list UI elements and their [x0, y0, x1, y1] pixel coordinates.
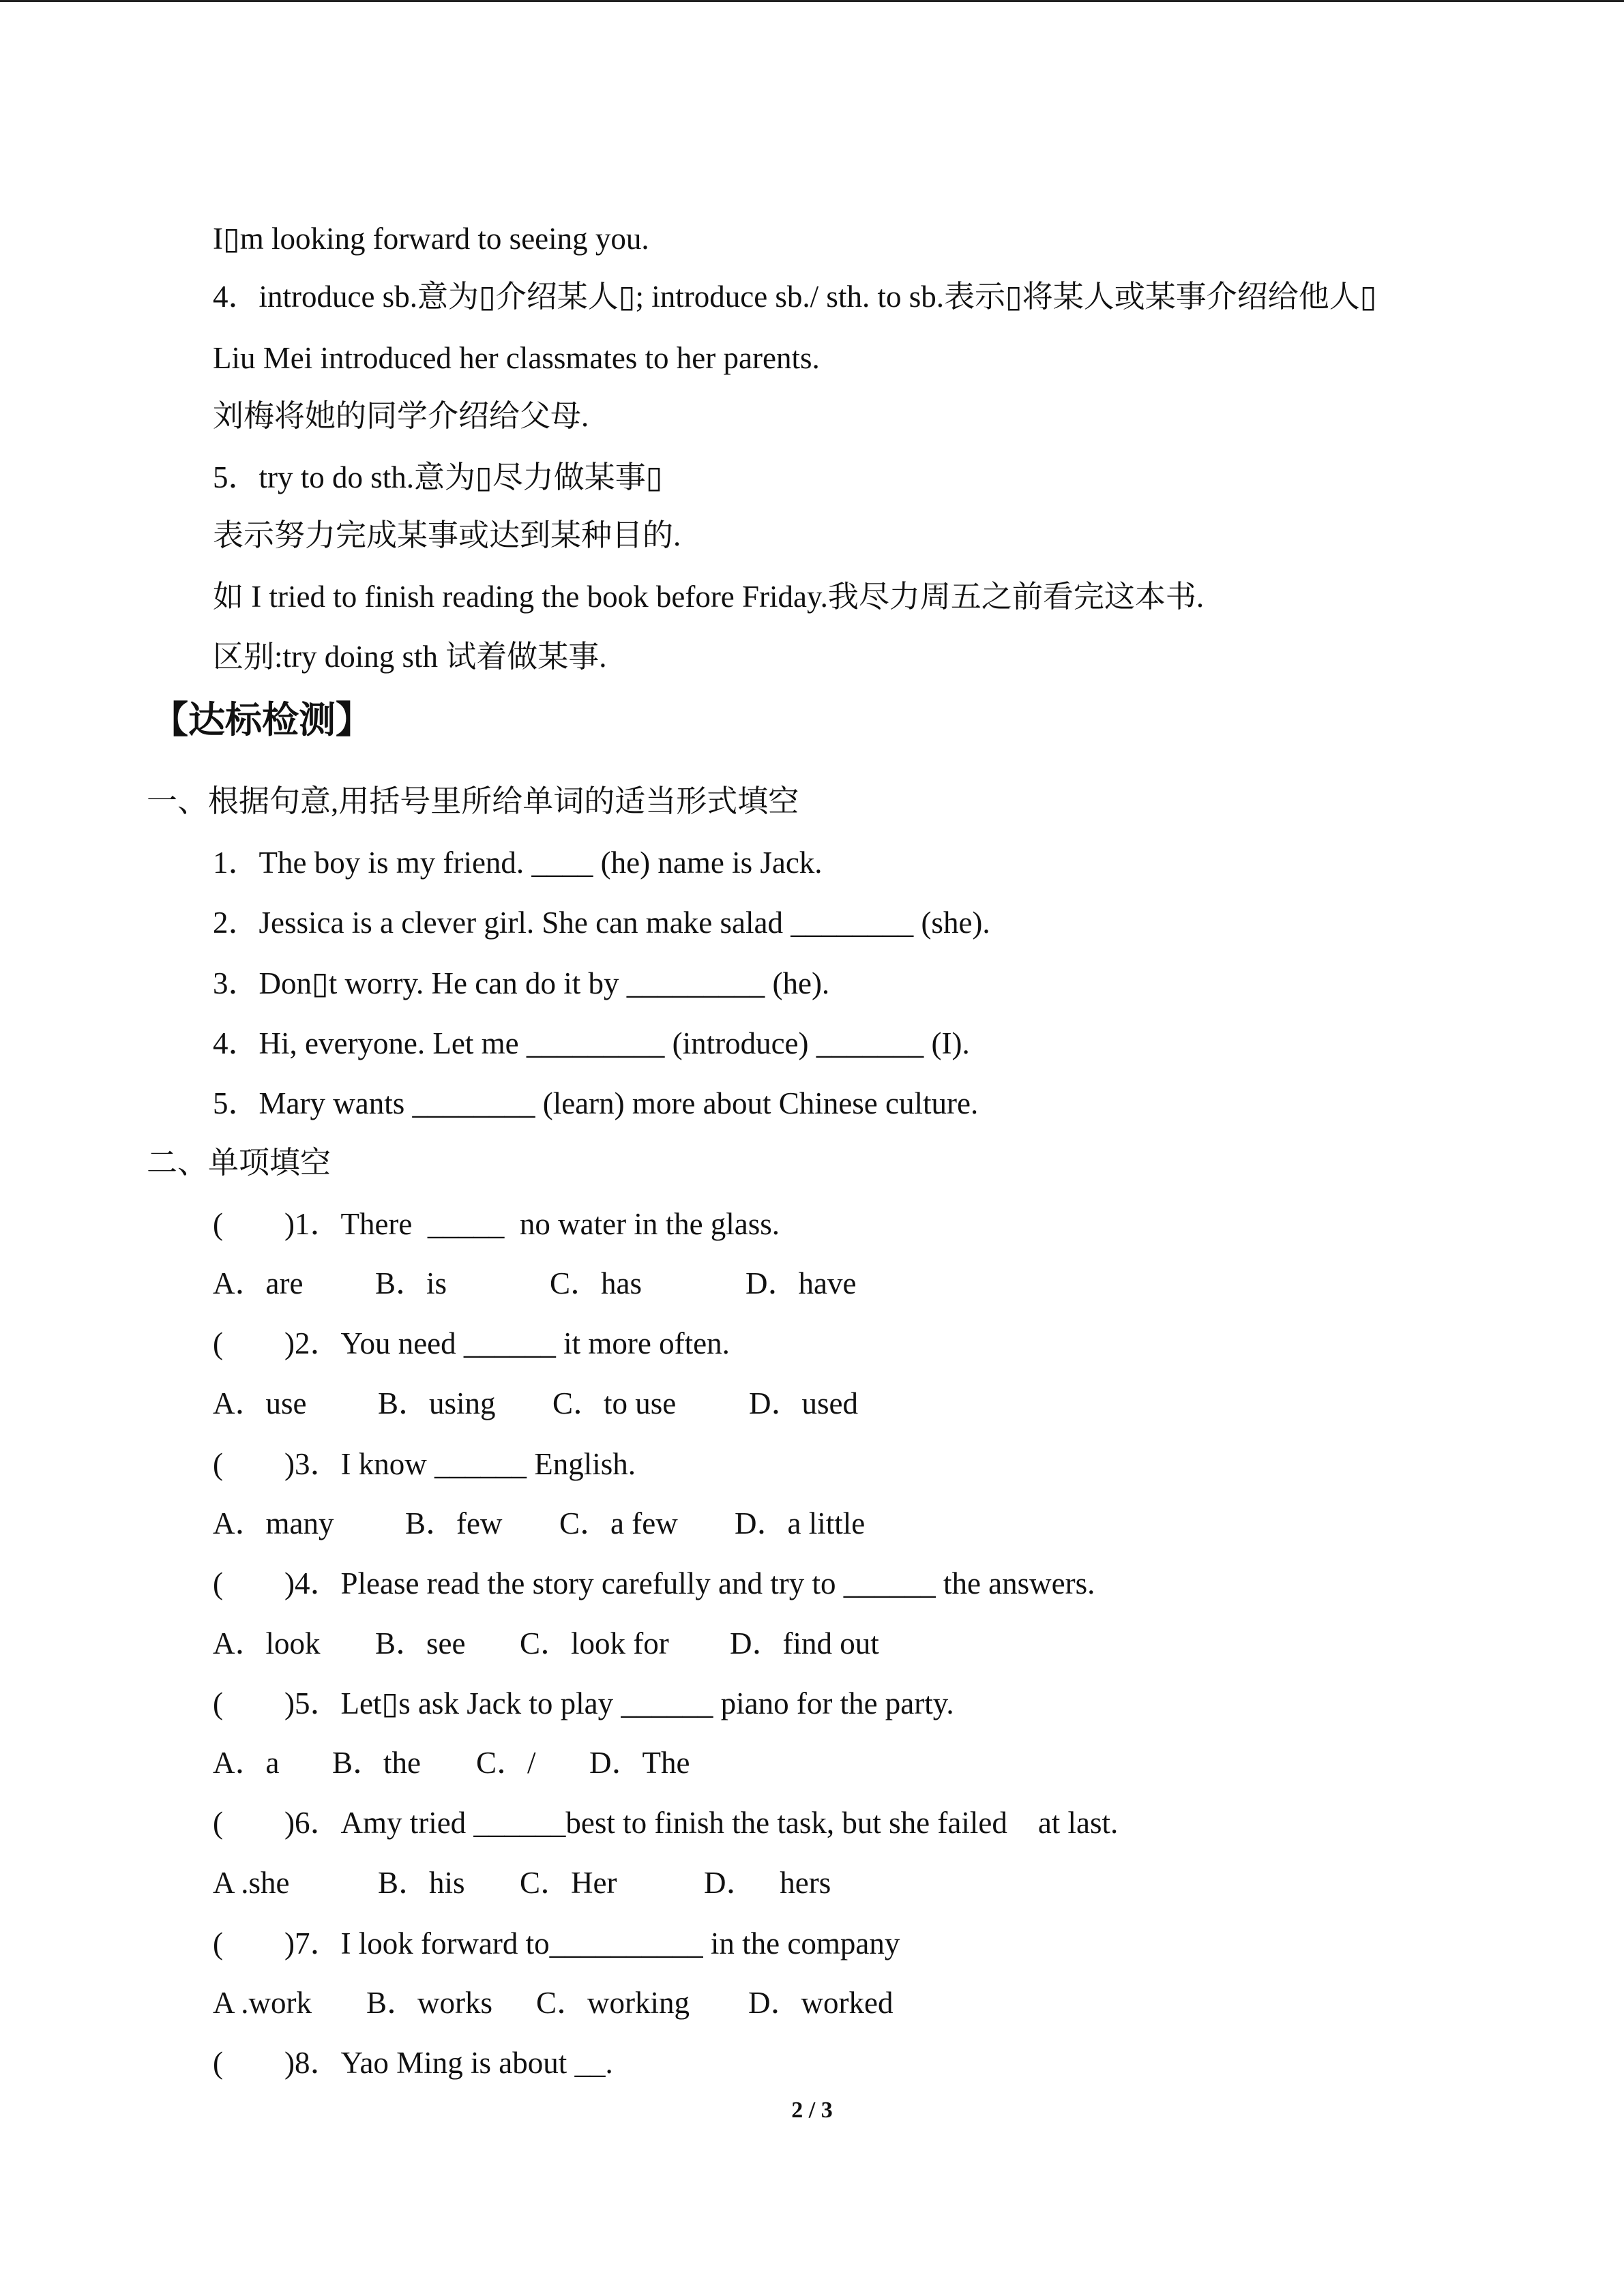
- option-b: B．is: [375, 1266, 447, 1300]
- fill-question: 1．The boy is my friend. ____ (he) name is Jack.: [213, 846, 823, 880]
- note-line: 如 I tried to finish reading the book before Friday.我尽力周五之前看完这本书.: [213, 580, 1205, 614]
- choice-question-stem: ( )7．I look forward to__________ in the company: [213, 1926, 900, 1960]
- choice-question-stem: ( )1．There _____ no water in the glass.: [213, 1207, 780, 1241]
- option-d: D． hers: [704, 1866, 831, 1900]
- option-c: C．Her: [520, 1866, 617, 1900]
- option-a: A．are: [213, 1266, 304, 1300]
- option-c: C．look for: [520, 1626, 669, 1660]
- option-d: D．worked: [748, 1986, 894, 2020]
- choice-question-stem: ( )5．Let▯s ask Jack to play ______ piano for the party.: [213, 1686, 954, 1720]
- option-a: A．use: [213, 1386, 307, 1420]
- choice-question-stem: ( )4．Please read the story carefully and try to ______ the answers.: [213, 1566, 1095, 1600]
- page-number: 2 / 3: [791, 2098, 833, 2123]
- note-line: 刘梅将她的同学介绍给父母.: [213, 399, 589, 433]
- note-line: Liu Mei introduced her classmates to her parents.: [213, 341, 820, 375]
- choice-question-stem: ( )8．Yao Ming is about __.: [213, 2046, 613, 2080]
- option-d: D．The: [589, 1746, 690, 1780]
- choice-question-stem: ( )3．I know ______ English.: [213, 1447, 636, 1481]
- option-d: D．find out: [730, 1626, 879, 1660]
- part1-title: 一、根据句意,用括号里所给单词的适当形式填空: [147, 784, 799, 818]
- part2-title: 二、单项填空: [147, 1146, 331, 1180]
- option-b: B．see: [375, 1626, 466, 1660]
- option-d: D．used: [749, 1386, 858, 1420]
- option-b: B．his: [378, 1866, 465, 1900]
- option-c: C．has: [550, 1266, 643, 1300]
- option-a: A .she: [213, 1866, 290, 1900]
- choice-question-stem: ( )6．Amy tried ______best to finish the task, but she failed at last.: [213, 1806, 1119, 1840]
- option-b: B．the: [332, 1746, 421, 1780]
- option-d: D．a little: [735, 1506, 866, 1540]
- fill-question: 5．Mary wants ________ (learn) more about Chinese culture.: [213, 1086, 979, 1120]
- option-b: B．few: [405, 1506, 503, 1540]
- option-c: C．/: [476, 1746, 536, 1780]
- choice-question-stem: ( )2．You need ______ it more often.: [213, 1326, 730, 1360]
- option-b: B．using: [378, 1386, 496, 1420]
- option-c: C．to use: [552, 1386, 677, 1420]
- option-a: A．many: [213, 1506, 334, 1540]
- option-a: A．look: [213, 1626, 321, 1660]
- option-d: D．have: [745, 1266, 857, 1300]
- fill-question: 4．Hi, everyone. Let me _________ (introduce) _______ (I).: [213, 1026, 970, 1060]
- option-c: C．working: [536, 1986, 690, 2020]
- note-line: 4．introduce sb.意为▯介绍某人▯; introduce sb./ sth. to sb.表示▯将某人或某事介绍给他人▯: [213, 280, 1377, 314]
- option-b: B．works: [366, 1986, 493, 2020]
- note-line: 区别:try doing sth 试着做某事.: [213, 640, 607, 674]
- section-heading: 【达标检测】: [151, 698, 372, 741]
- option-c: C．a few: [559, 1506, 678, 1540]
- fill-question: 2．Jessica is a clever girl. She can make salad ________ (she).: [213, 906, 990, 940]
- fill-question: 3．Don▯t worry. He can do it by _________ (he).: [213, 966, 830, 1000]
- option-a: A．a: [213, 1746, 280, 1780]
- option-a: A .work: [213, 1986, 312, 2020]
- note-line: 5．try to do sth.意为▯尽力做某事▯: [213, 460, 663, 494]
- note-line: I▯m looking forward to seeing you.: [213, 222, 649, 256]
- note-line: 表示努力完成某事或达到某种目的.: [213, 518, 681, 552]
